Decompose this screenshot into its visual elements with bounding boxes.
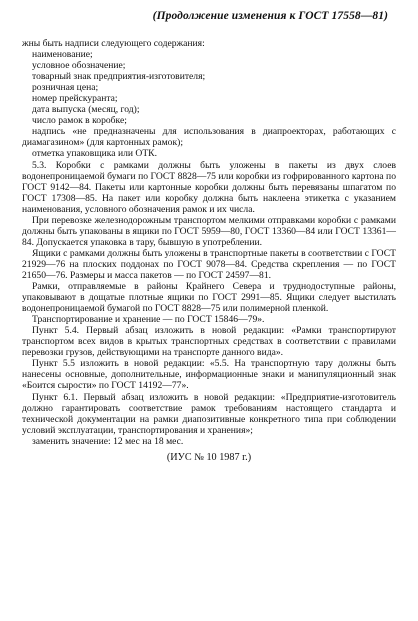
paragraph: заменить значение: 12 мес на 18 мес. bbox=[32, 435, 184, 447]
paragraph: Транспортирование и хранение — по ГОСТ 15846—79». bbox=[32, 314, 265, 326]
paragraph: надпись «не предназначены для использования в диапроекторах, работающих с диамагазином» (для картонных рамок); bbox=[22, 126, 396, 149]
paragraph: Ящики с рамками должны быть уложены в транспортные пакеты в соответствии с ГОСТ 21929—76 на плоских поддонах по ГОСТ 9078—84. Средства скрепления — по ГОСТ 21650—76. Размеры и масса пакетов — по ГОСТ 24597—81. bbox=[22, 247, 396, 281]
paragraph: условное обозначение; bbox=[32, 60, 126, 72]
paragraph: отметка упаковщика или ОТК. bbox=[32, 148, 157, 160]
paragraph: дата выпуска (месяц, год); bbox=[32, 104, 140, 116]
paragraph: жны быть надписи следующего содержания: bbox=[22, 38, 205, 49]
paragraph: Пункт 6.1. Первый абзац изложить в новой редакции: «Предприятие-изготовитель должно гарантировать соответствие рамок требованиям настоящего стандарта и технической документации на рамки диапозитивные конкретного типа при соблюдении условий эксплуатации, транспортирования и хранения»; bbox=[22, 391, 396, 436]
paragraph: Рамки, отправляемые в районы Крайнего Севера и труднодоступные районы, упаковывают в дощатые плотные ящики по ГОСТ 2991—85. Ящики следует выстилать водонепроницаемой бумагой по ГОСТ 8828—75 или полимерной пленкой. bbox=[22, 281, 396, 315]
paragraph: розничная цена; bbox=[32, 82, 99, 94]
paragraph: Пункт 5.5 изложить в новой редакции: «5.5. На транспортную тару должны быть нанесены основные, дополнительные, информационные знаки и манипуляционный знак «Боится сырости» по ГОСТ 14192—77». bbox=[22, 358, 396, 392]
issue-reference: (ИУС № 10 1987 г.) bbox=[166, 451, 252, 463]
page-header: (Продолжение изменения к ГОСТ 17558—81) bbox=[152, 10, 388, 22]
document-body bbox=[22, 38, 396, 463]
paragraph: наименование; bbox=[32, 49, 93, 61]
paragraph: товарный знак предприятия-изготовителя; bbox=[32, 71, 206, 83]
paragraph: 5.3. Коробки с рамками должны быть уложены в пакеты из двух слоев водонепроницаемой бумаги по ГОСТ 8828—75 или коробки из гофрированного картона по ГОСТ 9142—84. Пакеты или картонные коробки должны быть перевязаны шпагатом по ГОСТ 17308—85. На пакет или коробку должна быть наклеена этикетка с указанием наименования, условного обозначения рамок и их числа. bbox=[22, 159, 396, 215]
paragraph: Пункт 5.4. Первый абзац изложить в новой редакции: «Рамки транспортируют транспортом всех видов в крытых транспортных средствах в соответствии с правилами перевозки грузов, действующими на транспорте данного вида». bbox=[22, 325, 396, 359]
paragraph: номер прейскуранта; bbox=[32, 93, 118, 105]
paragraph: При перевозке железнодорожным транспортом мелкими отправками коробки с рамками должны быть упакованы в ящики по ГОСТ 5959—80, ГОСТ 13360—84 или ГОСТ 13361—84. Допускается упаковка в тару, бывшую в употреблении. bbox=[22, 214, 396, 248]
paragraph: число рамок в коробке; bbox=[32, 115, 127, 127]
